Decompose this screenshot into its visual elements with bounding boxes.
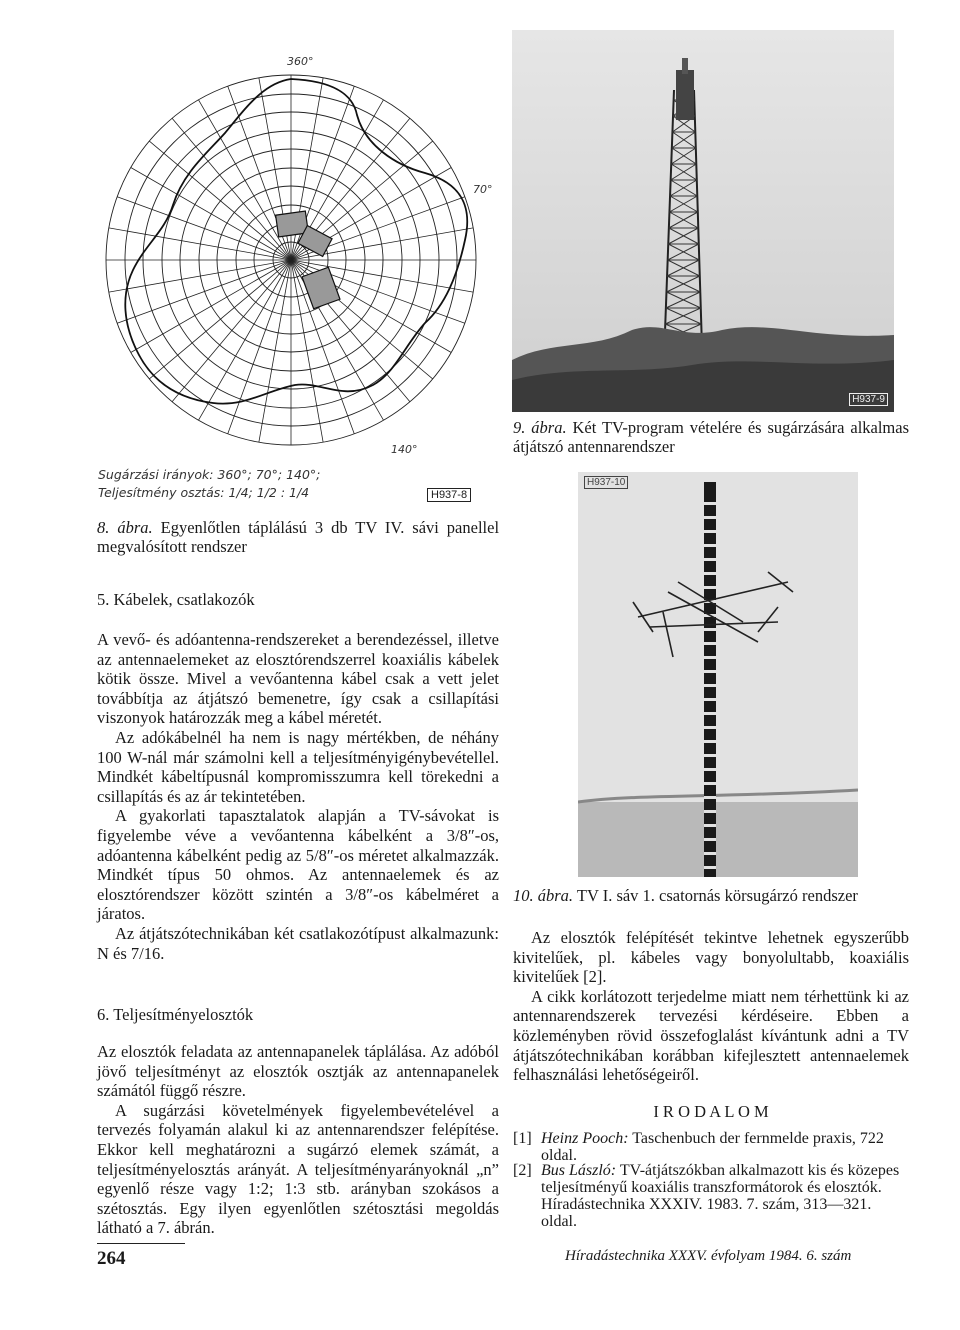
figure-10-caption-text: TV I. sáv 1. csatornás körsugárzó rendszer [576, 886, 858, 905]
references-heading: I R O D A L O M [653, 1102, 769, 1121]
section-5-paragraph-3: A gyakorlati tapasztalatok alapján a TV-sávokat is figyelembe véve a vevőantenna kábelként a 3/8″-os, adóantenna kábelként pedig az 5/8″-os méretet alkalmazzák. Mindkét típus 50 ohmos. Az antennaelemek és az elosztórendszer között szintén a 3/8″-os kábelméret a járatos. [97, 806, 499, 924]
figure-8-caption-number: 8. ábra. [97, 518, 153, 537]
legend-power-split: Teljesítmény osztás: 1/4; 1/2 : 1/4 [98, 485, 310, 500]
mast-illustration [578, 472, 858, 877]
figure-9-caption [513, 418, 909, 456]
figure-10-photo [578, 472, 858, 877]
legend-directions: Sugárzási irányok: 360°; 70°; 140°; [98, 467, 321, 482]
radiation-pattern-curve [125, 79, 467, 404]
figure-10-caption-number: 10. ábra. [513, 886, 574, 905]
right-column-body [513, 928, 909, 1085]
figure-9-caption-number: 9. ábra. [513, 418, 567, 437]
page-number: 264 [97, 1248, 126, 1269]
section-6-paragraph-1: Az elosztók feladata az antennapanelek táplálása. Az adóból jövő teljesítményt az elosztók osztják az antennapanelek számától függő részre. [97, 1042, 499, 1101]
figure-10-caption [513, 886, 913, 905]
figure-8-tag: H937-8 [427, 488, 471, 502]
reference-1-number: [1] [513, 1130, 532, 1147]
angle-label-360: 360° [287, 55, 314, 68]
figure-10-tag: H937-10 [584, 476, 628, 489]
reference-1 [513, 1130, 909, 1164]
figure-8-caption-text: Egyenlőtlen táplálású 3 db TV IV. sávi panellel megvalósított rendszer [97, 518, 500, 556]
section-5-paragraph-4: Az átjátszótechnikában két csatlakozótípust alkalmazunk: N és 7/16. [97, 923, 499, 963]
figure-9-tag: H937-9 [849, 393, 888, 406]
section-6-body [97, 1042, 499, 1238]
footer-rule [97, 1243, 185, 1244]
angle-label-70: 70° [473, 183, 493, 196]
reference-2-number: [2] [513, 1162, 532, 1179]
section-5-paragraph-2: Az adókábelnél ha nem is nagy mértékben, de néhány 100 W-nál már számolni kell a teljesítményigénybevétellel. Mindkét kábeltípusnál kompromisszumra kell törekedni a csillapítás és az ár tekintetében. [97, 727, 499, 806]
figure-8-caption [97, 518, 499, 556]
reference-1-text: Taschenbuch der fernmelde praxis, 722 oldal. [541, 1130, 884, 1164]
figure-9-caption-text: Két TV-program vételére és sugárzására alkalmas átjátszó antennarendszer [513, 418, 910, 456]
right-paragraph-2: A cikk korlátozott terjedelme miatt nem térhettünk ki az antennarendszerek tervezési kérdéseire. Ebben a közleményben rövid összefoglalást kívántunk adni a TV átjátszótechnikában korábban kifejlesztett antennaelemek felhasználási lehetőségeiről. [513, 986, 909, 1085]
reference-2-text: TV-átjátszókban alkalmazott kis és közepes teljesítményű koaxiális transzformátorok és elosztók. Híradástechnika XXXIV. 1983. 7. szám, 313—321. oldal. [541, 1162, 900, 1230]
figure-9-photo [512, 30, 894, 412]
figure-8-legend [98, 466, 320, 502]
section-6-paragraph-2: A sugárzási követelmények figyelembevételével a tervezés folyamán alakul ki az antennarendszer felépítése. Ekkor kell meghatározni a sugárzó elemek számát, a teljesítményelosztás arányát. A teljesítményarányoknál „n” egyenlő része vagy 1:2; 1:3 stb. arányban szokásos a szétosztás. Egy ilyen egyenlőtlen szétosztási megoldás látható a 7. ábrán. [97, 1100, 499, 1238]
reference-2 [513, 1162, 909, 1230]
reference-2-author: Bus László: [541, 1162, 617, 1179]
section-6-heading: 6. Teljesítményelosztók [97, 1005, 254, 1024]
section-5-body [97, 630, 499, 963]
section-5-paragraph-1: A vevő- és adóantenna-rendszereket a berendezéssel, illetve az antennaelemeket az elosztórendszerrel koaxiális kábelek kötik össze. Mivel a vevőantenna kábel csak a vett jelet továbbítja az átjátszó bemenetre, így csak a csillapítási viszonyok határozzák meg a kábel méretét. [97, 630, 499, 728]
angle-label-140: 140° [391, 443, 418, 456]
section-5-heading: 5. Kábelek, csatlakozók [97, 590, 255, 609]
journal-footer: Híradástechnika XXXV. évfolyam 1984. 6. szám [565, 1248, 852, 1264]
reference-1-author: Heinz Pooch: [541, 1130, 629, 1147]
right-paragraph-1: Az elosztók felépítését tekintve lehetnek egyszerűbb kivitelűek, pl. kábeles vagy bonyolultabb, koaxiális kivitelűek [2]. [513, 928, 909, 987]
tower-illustration [512, 30, 894, 412]
polar-radiation-diagram [95, 55, 505, 465]
